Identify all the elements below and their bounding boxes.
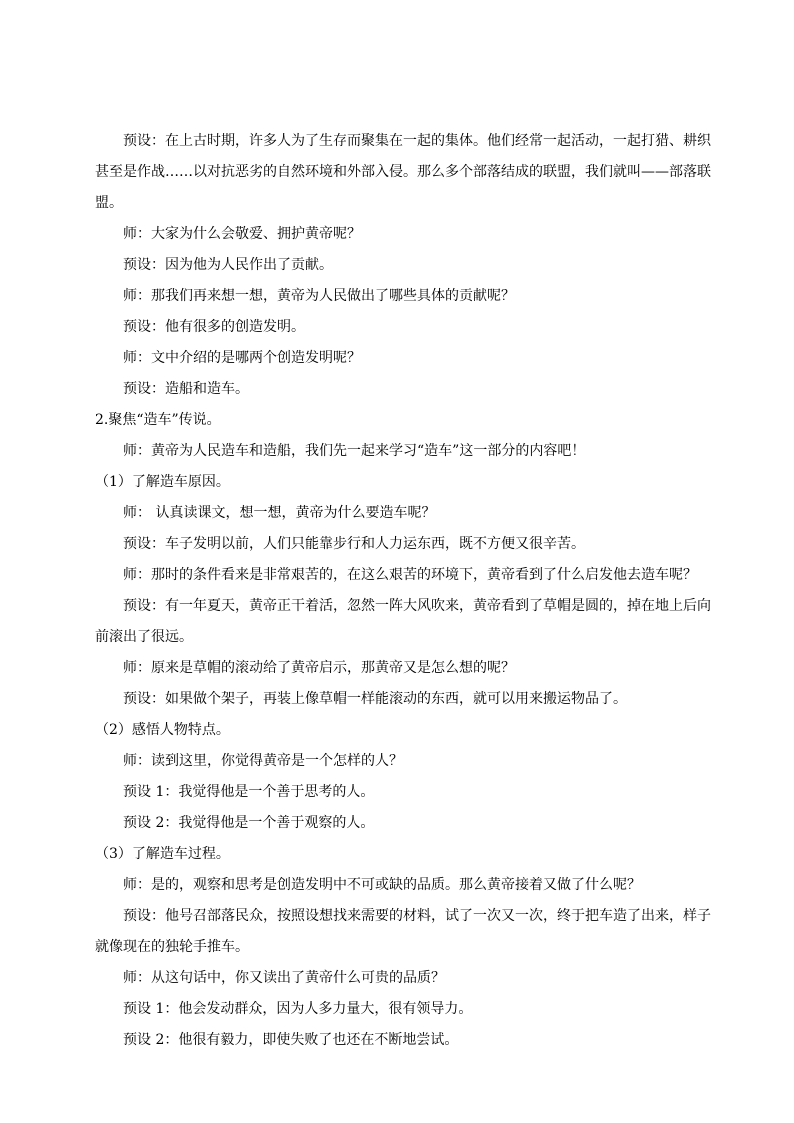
paragraph-preset-answer: 预设：如果做个架子，再装上像草帽一样能滚动的东西，就可以用来搬运物品了。 <box>123 691 627 707</box>
paragraph-preset-answer: 预设：他号召部落民众，按照设想找来需要的材料，试了一次又一次，终于把车造了出来，样子就像现在的独轮手推车。 <box>95 908 711 955</box>
paragraph-teacher-question: 师：从这句话中，你又读出了黄帝什么可贵的品质？ <box>123 970 445 986</box>
paragraph-teacher-question: 师：文中介绍的是哪两个创造发明呢？ <box>123 350 361 366</box>
paragraph-preset-answer: 预设：车子发明以前，人们只能靠步行和人力运东西，既不方便又很辛苦。 <box>123 536 585 552</box>
paragraph-preset-tribe: 预设：在上古时期，许多人为了生存而聚集在一起的集体。他们经常一起活动，一起打猎、耕织甚至是作战……以对抗恶劣的自然环境和外部入侵。那么多个部落结成的联盟，我们就叫——部落联盟。 <box>95 133 711 211</box>
paragraph-preset-answer: 预设：他有很多的创造发明。 <box>123 319 305 335</box>
paragraph-preset-answer: 预设 2：我觉得他是一个善于观察的人。 <box>123 815 375 831</box>
subsection-heading-character: （2）感悟人物特点。 <box>95 722 230 738</box>
paragraph-teacher-question: 师：原来是草帽的滚动给了黄帝启示，那黄帝又是怎么想的呢？ <box>123 660 515 676</box>
paragraph-preset-answer: 预设：有一年夏天，黄帝正干着活，忽然一阵大风吹来，黄帝看到了草帽是圆的，掉在地上后向前滚出了很远。 <box>95 598 711 645</box>
paragraph-preset-answer: 预设：因为他为人民作出了贡献。 <box>123 257 333 273</box>
paragraph-preset-answer: 预设：造船和造车。 <box>123 381 249 397</box>
subsection-heading-process: （3）了解造车过程。 <box>95 846 230 862</box>
paragraph-preset-answer: 预设 1：他会发动群众，因为人多力量大，很有领导力。 <box>123 1001 473 1017</box>
paragraph-preset-answer: 预设 1：我觉得他是一个善于思考的人。 <box>123 784 375 800</box>
paragraph-teacher-intro: 师：黄帝为人民造车和造船，我们先一起来学习“造车”这一部分的内容吧！ <box>123 443 586 459</box>
section-heading-cart: 2.聚焦“造车”传说。 <box>95 412 221 428</box>
paragraph-teacher-question: 师：那时的条件看来是非常艰苦的，在这么艰苦的环境下，黄帝看到了什么启发他去造车呢？ <box>123 567 697 583</box>
document-body <box>95 126 715 1056</box>
paragraph-teacher-question: 师：那我们再来想一想，黄帝为人民做出了哪些具体的贡献呢？ <box>123 288 515 304</box>
paragraph-preset-answer: 预设 2：他很有毅力，即使失败了也还在不断地尝试。 <box>123 1032 459 1048</box>
paragraph-teacher-question: 师：大家为什么会敬爱、拥护黄帝呢？ <box>123 226 361 242</box>
paragraph-teacher-question: 师： 认真读课文，想一想，黄帝为什么要造车呢？ <box>123 505 436 521</box>
subsection-heading-reason: （1）了解造车原因。 <box>95 474 230 490</box>
paragraph-teacher-question: 师：读到这里，你觉得黄帝是一个怎样的人？ <box>123 753 403 769</box>
paragraph-teacher-question: 师：是的，观察和思考是创造发明中不可或缺的品质。那么黄帝接着又做了什么呢？ <box>123 877 641 893</box>
